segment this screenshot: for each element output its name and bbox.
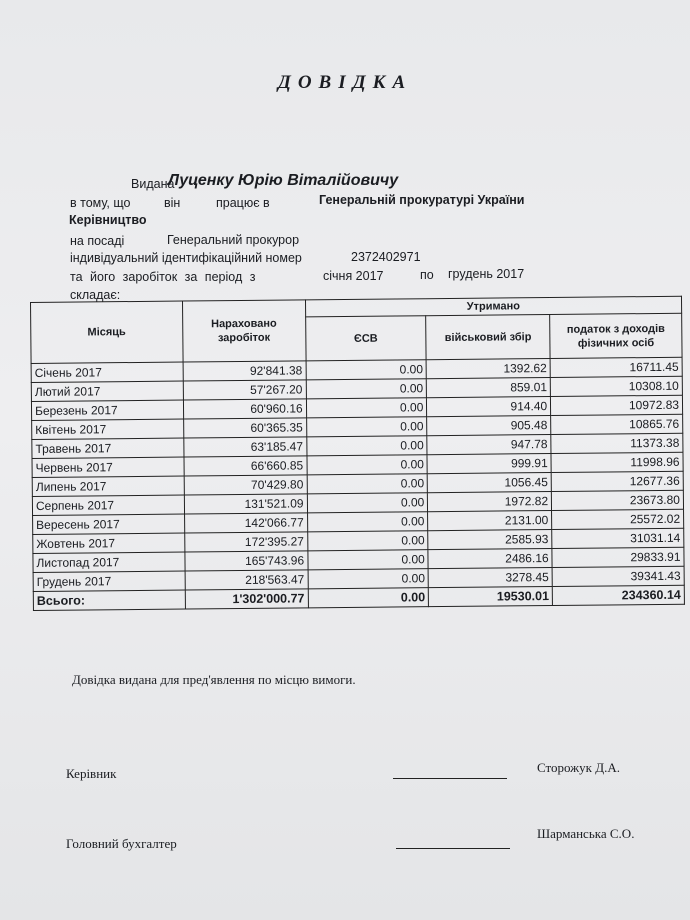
period-to: грудень 2017 — [448, 267, 525, 281]
salary-table — [30, 296, 685, 611]
that-label: в тому, що — [70, 196, 131, 210]
accountant-name: Шарманська С.О. — [537, 826, 635, 841]
military-cell: 859.01 — [427, 378, 551, 398]
esv-cell: 0.00 — [307, 493, 428, 513]
head-name: Сторожук Д.А. — [537, 760, 620, 775]
tax-cell: 10972.83 — [551, 395, 683, 415]
header-income-tax: податок з доходів фізичних осіб — [550, 314, 682, 359]
month-cell: Липень 2017 — [32, 476, 184, 496]
esv-cell: 0.00 — [307, 455, 428, 475]
military-cell: 1392.62 — [426, 359, 550, 379]
accrued-cell: 172'395.27 — [184, 532, 307, 552]
he-label: він — [164, 196, 181, 210]
military-cell: 1972.82 — [428, 492, 552, 512]
month-cell: Грудень 2017 — [33, 571, 185, 591]
esv-cell: 0.00 — [306, 436, 427, 456]
month-cell: Березень 2017 — [31, 400, 183, 420]
tax-cell: 39341.43 — [552, 566, 684, 586]
esv-cell: 0.00 — [306, 398, 427, 418]
position-label: на посаді — [70, 234, 125, 248]
tax-cell: 23673.80 — [551, 490, 683, 510]
esv-cell: 0.00 — [306, 360, 427, 380]
military-cell: 905.48 — [427, 416, 551, 436]
accountant-label: Головний бухгалтер — [66, 836, 177, 851]
total-label: Всього: — [33, 590, 185, 610]
month-cell: Лютий 2017 — [31, 381, 183, 401]
head-signature-line — [393, 778, 507, 779]
tax-cell: 16711.45 — [550, 357, 682, 377]
tax-cell: 29833.91 — [552, 547, 684, 567]
esv-cell: 0.00 — [307, 550, 428, 570]
month-cell: Червень 2017 — [32, 457, 184, 477]
tax-cell: 31031.14 — [552, 528, 684, 548]
military-cell: 947.78 — [427, 435, 551, 455]
accrued-cell: 66'660.85 — [184, 456, 307, 476]
accrued-cell: 165'743.96 — [185, 551, 308, 571]
month-cell: Жовтень 2017 — [33, 533, 185, 553]
accrued-cell: 142'066.77 — [184, 513, 307, 533]
document-title: ДОВІДКА — [277, 72, 413, 93]
head-label: Керівник — [66, 766, 117, 781]
esv-cell: 0.00 — [307, 512, 428, 532]
amounts-label: складає: — [70, 288, 121, 302]
issued-label: Видана — [131, 177, 175, 191]
header-esv: ЄСВ — [305, 316, 426, 361]
tax-cell: 10865.76 — [551, 414, 683, 434]
footer-note: Довідка видана для пред'явлення по місцю вимоги. — [72, 672, 356, 687]
military-cell: 2585.93 — [428, 530, 552, 550]
tax-id: 2372402971 — [351, 250, 421, 264]
tax-cell: 10308.10 — [550, 376, 682, 396]
accrued-cell: 57'267.20 — [183, 380, 306, 400]
period-label: та його заробіток за період з — [70, 270, 256, 284]
tax-cell: 11373.38 — [551, 433, 683, 453]
total-accrued: 1'302'000.77 — [185, 589, 308, 609]
accrued-cell: 92'841.38 — [183, 361, 306, 381]
position: Генеральний прокурор — [167, 233, 300, 247]
period-to-label: по — [420, 268, 434, 282]
month-cell: Квітень 2017 — [32, 419, 184, 439]
month-cell: Травень 2017 — [32, 438, 184, 458]
total-military: 19530.01 — [429, 586, 553, 606]
header-withheld: Утримано — [305, 296, 682, 317]
accrued-cell: 60'960.16 — [183, 399, 306, 419]
accrued-cell: 218'563.47 — [185, 570, 308, 590]
total-esv: 0.00 — [308, 588, 429, 608]
month-cell: Вересень 2017 — [33, 514, 185, 534]
period-from: січня 2017 — [323, 269, 384, 283]
organization: Генеральній прокуратурі України — [319, 193, 525, 207]
esv-cell: 0.00 — [308, 569, 429, 589]
month-cell: Серпень 2017 — [32, 495, 184, 515]
header-military: військовий збір — [426, 315, 550, 360]
tax-cell: 11998.96 — [551, 452, 683, 472]
person-name: Луценку Юрію Віталійовичу — [168, 172, 399, 189]
tax-cell: 12677.36 — [551, 471, 683, 491]
accrued-cell: 131'521.09 — [184, 494, 307, 514]
military-cell: 2131.00 — [428, 511, 552, 531]
military-cell: 999.91 — [427, 454, 551, 474]
accrued-cell: 60'365.35 — [183, 418, 306, 438]
works-label: працює в — [216, 196, 270, 210]
header-month: Місяць — [31, 301, 183, 363]
tax-cell: 25572.02 — [552, 509, 684, 529]
total-tax: 234360.14 — [552, 585, 684, 605]
header-accrued: Нараховано заробіток — [182, 300, 305, 362]
month-cell: Листопад 2017 — [33, 552, 185, 572]
department: Керівництво — [69, 213, 147, 227]
esv-cell: 0.00 — [306, 417, 427, 437]
tax-id-label: індивідуальний ідентифікаційний номер — [70, 251, 302, 265]
accrued-cell: 63'185.47 — [184, 437, 307, 457]
military-cell: 2486.16 — [428, 549, 552, 569]
esv-cell: 0.00 — [307, 531, 428, 551]
month-cell: Січень 2017 — [31, 362, 183, 382]
military-cell: 1056.45 — [427, 473, 551, 493]
accountant-signature-line — [396, 848, 510, 849]
military-cell: 914.40 — [427, 397, 551, 417]
military-cell: 3278.45 — [428, 567, 552, 587]
esv-cell: 0.00 — [307, 474, 428, 494]
accrued-cell: 70'429.80 — [184, 475, 307, 495]
esv-cell: 0.00 — [306, 379, 427, 399]
